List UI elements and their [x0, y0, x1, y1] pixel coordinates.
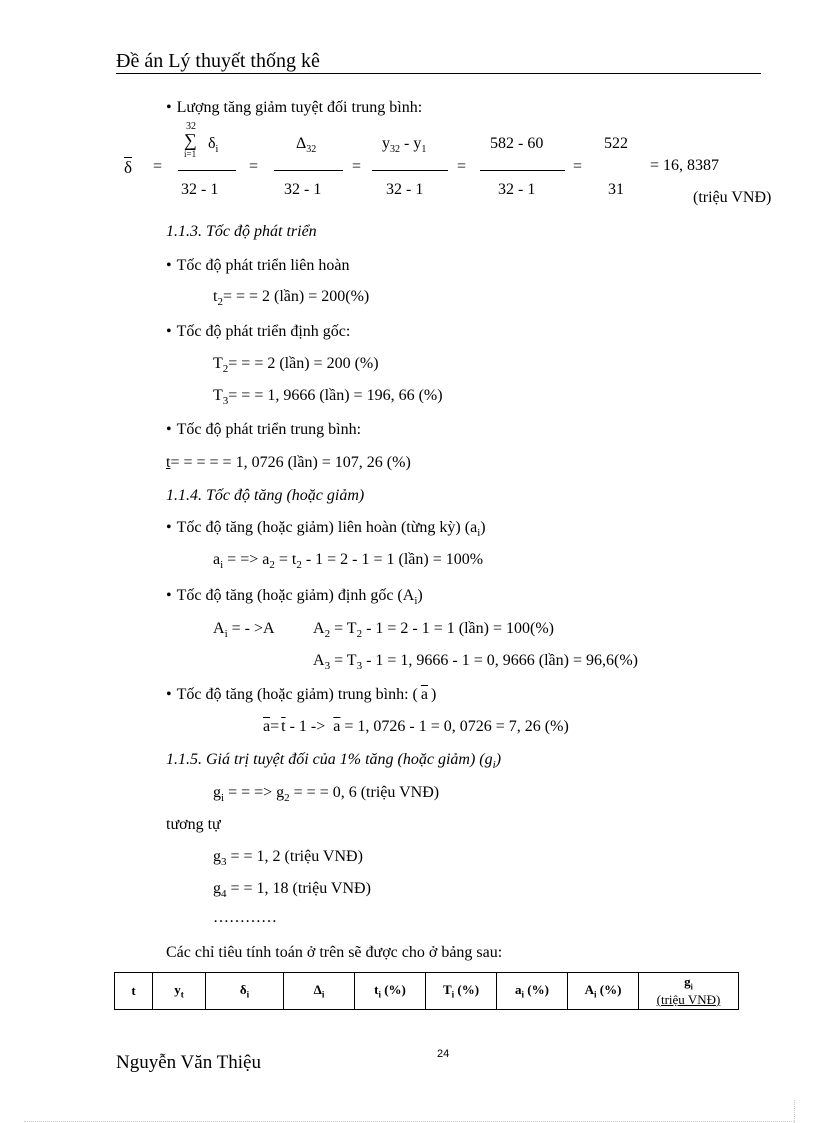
formula-g3: $g_3$ = = 1, 2 (triệu VNĐ)	[213, 848, 363, 869]
heading-1-1-5: 1.1.5. Giá trị tuyệt đối của 1% tăng (hoặc giảm) $(g_i)$	[166, 751, 502, 772]
page-number: 24	[437, 1048, 450, 1060]
page-header-title: Đề án Lý thuyết thống kê	[116, 50, 320, 72]
fraction-denominator: 32 - 1	[181, 181, 219, 198]
col-header-ai: $a_i$ (%)	[497, 973, 568, 1010]
formula-A3: $A_3 = T_3 - 1 = 1$, 9666 - 1 = 0, 9666 (lần) = 96,6(%)	[313, 652, 638, 673]
delta-unit: (triệu VNĐ)	[693, 189, 772, 206]
fraction-bar	[178, 170, 236, 171]
sum-upper-limit: 32	[186, 121, 196, 132]
ellipsis: …………	[213, 909, 277, 926]
formula-Ai: $A_i$ = - >A	[213, 620, 275, 641]
heading-1-1-3: 1.1.3. Tốc độ phát triển	[166, 223, 317, 240]
bullet-chain-growth-rate: • Tốc độ phát triển liên hoàn	[166, 257, 349, 275]
similarly-label: tương tự	[166, 816, 221, 833]
equals-sign: =	[352, 158, 362, 175]
equals-sign: =	[153, 158, 163, 175]
page-edge-guide	[24, 1121, 794, 1122]
col-header-ti: $t_i$ (%)	[355, 973, 426, 1010]
formula-ai: $a_i$ = => $a_2 = t_2 - 1 = 2 - 1 = 1$ (lần) = 100%	[213, 551, 484, 572]
bullet-average-increase-rate: • Tốc độ tăng (hoặc giảm) trung bình: ( $\overline{a}$ )	[166, 686, 436, 704]
formula-t-bar: t= = = = = 1, 0726 (lần) = 107, 26 (%)	[166, 454, 411, 471]
footer-author: Nguyễn Văn Thiệu	[116, 1052, 261, 1073]
col-header-delta-small: $\delta_i$	[206, 973, 284, 1010]
summary-table	[114, 972, 739, 1010]
fraction-bar	[480, 170, 565, 171]
formula-T3: $T_3=$ = = 1, 9666 (lần) = 196, 66 (%)	[213, 387, 443, 408]
equals-sign: =	[249, 158, 259, 175]
page-edge-guide	[794, 1100, 795, 1123]
bullet-fixed-base-growth-rate: • Tốc độ phát triển định gốc:	[166, 323, 350, 341]
bullet-fixed-base-increase-rate: • Tốc độ tăng (hoặc giảm) định gốc $(A_i)$	[166, 587, 423, 607]
equals-sign: =	[457, 158, 467, 175]
col-header-delta-large: $\Delta_i$	[284, 973, 355, 1010]
fraction-denominator: 32 - 1	[498, 181, 536, 198]
fraction-bar	[372, 170, 448, 171]
col-header-Ti: $T_i$ (%)	[426, 973, 497, 1010]
result-numerator: 522	[604, 135, 628, 152]
fraction-bar	[274, 170, 343, 171]
delta-result: = 16, 8387	[650, 157, 720, 174]
heading-1-1-4: 1.1.4. Tốc độ tăng (hoặc giảm)	[166, 487, 365, 504]
y-difference-numerator: $y_{32} - y_1$	[382, 135, 427, 156]
formula-g4: $g_4$ = = 1, 18 (triệu VNĐ)	[213, 880, 371, 901]
sum-lower-limit: i=1	[184, 149, 197, 159]
formula-t2: $t_2=$ = = 2 (lần) = 200(%)	[213, 288, 370, 309]
table-intro: Các chỉ tiêu tính toán ở trên sẽ được cho ở bảng sau:	[166, 944, 503, 961]
value-numerator: 582 - 60	[490, 135, 544, 152]
formula-a-bar: $\overline{a}= \overline{t} - 1 -> \overline{a} = 1$, 0726 - 1 = 0, 0726 = 7, 26 (%)	[263, 718, 569, 735]
header-divider	[116, 73, 761, 74]
col-header-yt: $y_t$	[153, 973, 206, 1010]
fraction-denominator: 32 - 1	[386, 181, 424, 198]
sum-symbol: ∑	[184, 130, 197, 150]
bullet-average-absolute-change: • Lượng tăng giảm tuyệt đối trung bình:	[166, 99, 422, 117]
fraction-denominator: 32 - 1	[284, 181, 322, 198]
equals-sign: =	[573, 158, 583, 175]
result-denominator: 31	[608, 181, 624, 198]
col-header-Ai: $A_i$ (%)	[568, 973, 639, 1010]
delta-32-numerator: $\Delta_{32}$	[296, 135, 317, 156]
formula-A2: $A_2 = T_2 - 1 = 2 - 1 = 1$ (lần) = 100(%)	[313, 620, 554, 641]
bullet-average-growth-rate: • Tốc độ phát triển trung bình:	[166, 421, 361, 439]
formula-T2: $T_2=$ = = 2 (lần) = 200 (%)	[213, 355, 379, 376]
bullet-chain-increase-rate: • Tốc độ tăng (hoặc giảm) liên hoàn (từng kỳ) $(a_i)$	[166, 519, 486, 539]
sum-term: $\delta_i$	[208, 135, 219, 156]
delta-bar-symbol: $\overline{\delta}$	[124, 158, 133, 177]
col-header-gi: $g_i$ (triệu VNĐ)	[639, 973, 739, 1010]
table-header-row	[115, 973, 739, 1010]
formula-gi: $g_i$ = = => $g_2$ = = = 0, 6 (triệu VNĐ)	[213, 784, 440, 805]
col-header-t: t	[115, 973, 153, 1010]
